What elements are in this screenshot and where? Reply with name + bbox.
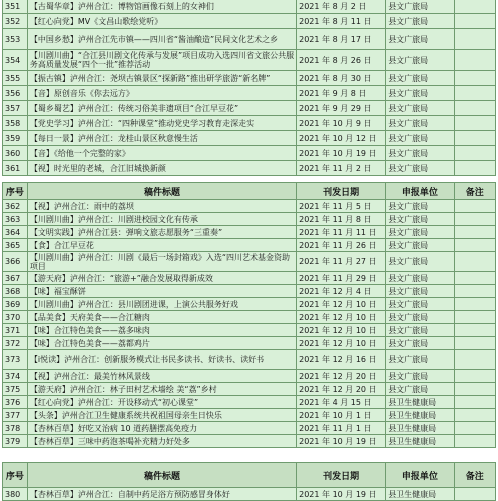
row-note <box>454 226 495 239</box>
table-row <box>3 396 496 409</box>
row-unit: 县文广旅局 <box>386 101 454 116</box>
row-number: 369 <box>3 298 28 311</box>
table-row <box>3 101 496 116</box>
row-date: 2021 年 10 月 9 日 <box>297 116 386 131</box>
row-unit: 县文广旅局 <box>386 337 454 350</box>
header-no: 序号 <box>3 183 28 200</box>
row-title: 【味】合江特色美食——荔多味肉 <box>27 324 296 337</box>
row-title: 【视】时光里的老城，合江旧城换新颜 <box>27 161 296 176</box>
row-title: 【川剧川曲】泸州合江：县川剧团进课，上演公共服务好戏 <box>27 298 296 311</box>
row-note <box>454 422 495 435</box>
row-date: 2021 年 11 月 2 日 <box>297 161 386 176</box>
row-unit: 县文广旅局 <box>386 370 454 383</box>
row-title: 【振古镇】泸州合江：尧坝古镇景区“探新路”推出研学旅游“新名牌” <box>27 71 296 86</box>
row-title: 【蜀乡蜀艺】泸州合江：传统习俗美非遗项目“合江早豆花” <box>27 101 296 116</box>
table-row <box>3 71 496 86</box>
row-title: 【杏林百草】三味中药泡茶喝补充精力好处多 <box>27 435 296 448</box>
row-date: 2021 年 12 月 16 日 <box>297 350 386 370</box>
header-date: 刊发日期 <box>297 463 386 488</box>
row-date: 2021 年 8 月 30 日 <box>297 71 386 86</box>
row-number: 371 <box>3 324 28 337</box>
row-title: 【红心向党】泸州合江：开设移动式“初心课堂” <box>27 396 296 409</box>
row-unit: 县文广旅局 <box>386 131 454 146</box>
row-unit: 县文广旅局 <box>386 29 454 50</box>
table-header-row <box>3 463 496 488</box>
row-number: 355 <box>3 71 28 86</box>
row-note <box>454 50 495 71</box>
table-row <box>3 350 496 370</box>
row-unit: 县卫生健康局 <box>386 488 454 501</box>
records-table-section-3 <box>2 462 496 501</box>
table-row <box>3 337 496 350</box>
header-title: 稿件标题 <box>27 183 296 200</box>
row-number: 380 <box>3 488 28 501</box>
row-unit: 县文广旅局 <box>386 298 454 311</box>
row-title: 【杏林百草】好吃又治病 10 道药膳摆高免疫力 <box>27 422 296 435</box>
row-note <box>454 200 495 213</box>
row-note <box>454 131 495 146</box>
row-note <box>454 337 495 350</box>
row-note <box>454 272 495 285</box>
row-unit: 县文广旅局 <box>386 239 454 252</box>
row-title: 【每日一景】泸州合江：龙桂山景区秋意慢生活 <box>27 131 296 146</box>
row-title: 【头条】泸州合江卫生健康系统共祝祖国母亲生日快乐 <box>27 409 296 422</box>
row-note <box>454 396 495 409</box>
row-date: 2021 年 10 月 19 日 <box>297 488 386 501</box>
row-note <box>454 252 495 272</box>
row-note <box>454 29 495 50</box>
row-number: 361 <box>3 161 28 176</box>
row-date: 2021 年 11 月 26 日 <box>297 239 386 252</box>
row-note <box>454 146 495 161</box>
row-note <box>454 213 495 226</box>
row-unit: 县文广旅局 <box>386 71 454 86</box>
row-note <box>454 409 495 422</box>
table-row <box>3 422 496 435</box>
table-row <box>3 311 496 324</box>
row-date: 2021 年 8 月 2 日 <box>297 0 386 14</box>
row-number: 374 <box>3 370 28 383</box>
header-note: 备注 <box>454 183 495 200</box>
row-number: 378 <box>3 422 28 435</box>
row-unit: 县文广旅局 <box>386 324 454 337</box>
row-number: 351 <box>3 0 28 14</box>
row-title: 【视】泸州合江：雨中的荔坝 <box>27 200 296 213</box>
row-unit: 县文广旅局 <box>386 50 454 71</box>
row-title: 【文明实践】泸州合江县：弹响文旅志愿服务“三重奏” <box>27 226 296 239</box>
row-title: 【音】《给他一个完整的家》 <box>27 146 296 161</box>
header-no: 序号 <box>3 463 28 488</box>
row-number: 368 <box>3 285 28 298</box>
table-header-row <box>3 183 496 200</box>
row-title: 【川剧川曲】泸州合江：川剧进校园文化有传承 <box>27 213 296 226</box>
table-row <box>3 86 496 101</box>
row-number: 365 <box>3 239 28 252</box>
row-number: 362 <box>3 200 28 213</box>
records-table-section-1 <box>2 0 496 176</box>
table-row <box>3 213 496 226</box>
row-unit: 县文广旅局 <box>386 213 454 226</box>
row-number: 353 <box>3 29 28 50</box>
row-number: 363 <box>3 213 28 226</box>
row-number: 367 <box>3 272 28 285</box>
row-date: 2021 年 11 月 8 日 <box>297 213 386 226</box>
row-title: 【古蜀华章】泸州合江：博物馆画像石刻上的女神们 <box>27 0 296 14</box>
row-date: 2021 年 12 月 20 日 <box>297 383 386 396</box>
row-date: 2021 年 12 月 10 日 <box>297 324 386 337</box>
table-row <box>3 29 496 50</box>
row-number: 358 <box>3 116 28 131</box>
row-title: 【游天府】泸州合江：林子田村艺术墙绘 美“荔”乡村 <box>27 383 296 396</box>
table-row <box>3 370 496 383</box>
row-date: 2021 年 11 月 29 日 <box>297 272 386 285</box>
table-row <box>3 285 496 298</box>
row-date: 2021 年 10 月 19 日 <box>297 435 386 448</box>
row-number: 356 <box>3 86 28 101</box>
row-unit: 县卫生健康局 <box>386 435 454 448</box>
row-date: 2021 年 11 月 11 日 <box>297 226 386 239</box>
row-unit: 县文广旅局 <box>386 226 454 239</box>
row-note <box>454 435 495 448</box>
records-table-section-2 <box>2 182 496 448</box>
row-title: 【杏林百草】泸州合江：自制中药足浴方预防感冒身体好 <box>27 488 296 501</box>
table-row <box>3 200 496 213</box>
row-number: 352 <box>3 14 28 29</box>
row-title: 【川剧川曲】泸州合江：川剧《最后一场封箱戏》入选“四川艺术基金资助项目 <box>27 252 296 272</box>
row-date: 2021 年 9 月 8 日 <box>297 86 386 101</box>
row-note <box>454 370 495 383</box>
row-note <box>454 383 495 396</box>
row-title: 【音】原创音乐《你去远方》 <box>27 86 296 101</box>
row-unit: 县文广旅局 <box>386 285 454 298</box>
row-note <box>454 285 495 298</box>
table-row <box>3 324 496 337</box>
row-title: 【党史学习】泸州合江：“四种课堂”推动党史学习教育走深走实 <box>27 116 296 131</box>
row-number: 354 <box>3 50 28 71</box>
row-unit: 县文广旅局 <box>386 350 454 370</box>
row-date: 2021 年 11 月 1 日 <box>297 422 386 435</box>
row-unit: 县文广旅局 <box>386 116 454 131</box>
row-title: 【品美食】天府美食——合江糖肉 <box>27 311 296 324</box>
header-note: 备注 <box>454 463 495 488</box>
row-note <box>454 14 495 29</box>
row-number: 357 <box>3 101 28 116</box>
row-title: 【食】合江早豆花 <box>27 239 296 252</box>
row-unit: 县文广旅局 <box>386 146 454 161</box>
header-unit: 申报单位 <box>386 183 454 200</box>
header-unit: 申报单位 <box>386 463 454 488</box>
row-note <box>454 161 495 176</box>
row-unit: 县文广旅局 <box>386 161 454 176</box>
header-title: 稿件标题 <box>27 463 296 488</box>
row-date: 2021 年 12 月 4 日 <box>297 285 386 298</box>
row-date: 2021 年 12 月 20 日 <box>297 370 386 383</box>
table-row <box>3 146 496 161</box>
row-date: 2021 年 12 月 10 日 <box>297 337 386 350</box>
row-number: 364 <box>3 226 28 239</box>
row-date: 2021 年 10 月 12 日 <box>297 131 386 146</box>
row-unit: 县文广旅局 <box>386 14 454 29</box>
table-row <box>3 272 496 285</box>
row-number: 379 <box>3 435 28 448</box>
row-unit: 县卫生健康局 <box>386 409 454 422</box>
row-note <box>454 311 495 324</box>
row-note <box>454 324 495 337</box>
row-note <box>454 488 495 501</box>
row-note <box>454 298 495 311</box>
row-date: 2021 年 4 月 15 日 <box>297 396 386 409</box>
row-title: 【游天府】泸州合江：“旅游+”融合发展取得新成效 <box>27 272 296 285</box>
row-unit: 县文广旅局 <box>386 252 454 272</box>
row-number: 377 <box>3 409 28 422</box>
table-row <box>3 131 496 146</box>
row-title: 【i悦读】泸州合江：创新服务模式让书民多读书、好读书、读好书 <box>27 350 296 370</box>
row-note <box>454 86 495 101</box>
row-note <box>454 0 495 14</box>
table-row <box>3 409 496 422</box>
table-row <box>3 435 496 448</box>
row-date: 2021 年 11 月 27 日 <box>297 252 386 272</box>
row-number: 370 <box>3 311 28 324</box>
row-date: 2021 年 10 月 1 日 <box>297 409 386 422</box>
table-row <box>3 50 496 71</box>
row-date: 2021 年 9 月 29 日 <box>297 101 386 116</box>
row-unit: 县文广旅局 <box>386 383 454 396</box>
row-number: 373 <box>3 350 28 370</box>
row-date: 2021 年 8 月 26 日 <box>297 50 386 71</box>
row-title: 【红心向党】MV《文昌山歌绘党听》 <box>27 14 296 29</box>
row-title: 【川剧川曲】“合江县川剧文化传承与发展”项目成功入选四川省文旅公共服务高质量发展“四个一批”推荐活动 <box>27 50 296 71</box>
row-note <box>454 71 495 86</box>
row-unit: 县文广旅局 <box>386 200 454 213</box>
row-unit: 县文广旅局 <box>386 311 454 324</box>
row-unit: 县文广旅局 <box>386 0 454 14</box>
table-row <box>3 383 496 396</box>
header-date: 刊发日期 <box>297 183 386 200</box>
row-title: 【中国乡愁】泸州合江先市镇——四川省“酱油酿造”民间文化艺术之乡 <box>27 29 296 50</box>
table-row <box>3 239 496 252</box>
row-title: 【味】合江特色美食——荔都鸡片 <box>27 337 296 350</box>
row-number: 359 <box>3 131 28 146</box>
row-date: 2021 年 8 月 17 日 <box>297 29 386 50</box>
row-date: 2021 年 8 月 11 日 <box>297 14 386 29</box>
table-row <box>3 298 496 311</box>
row-unit: 县卫生健康局 <box>386 422 454 435</box>
row-number: 366 <box>3 252 28 272</box>
table-row <box>3 488 496 501</box>
table-row <box>3 161 496 176</box>
row-note <box>454 239 495 252</box>
row-date: 2021 年 12 月 10 日 <box>297 298 386 311</box>
row-date: 2021 年 10 月 19 日 <box>297 146 386 161</box>
table-row <box>3 116 496 131</box>
row-number: 360 <box>3 146 28 161</box>
row-date: 2021 年 12 月 10 日 <box>297 311 386 324</box>
row-title: 【视】泸州合江：最美竹林风景线 <box>27 370 296 383</box>
row-note <box>454 350 495 370</box>
row-unit: 县文广旅局 <box>386 86 454 101</box>
row-date: 2021 年 11 月 5 日 <box>297 200 386 213</box>
row-number: 372 <box>3 337 28 350</box>
row-unit: 县文广旅局 <box>386 272 454 285</box>
row-number: 376 <box>3 396 28 409</box>
table-row <box>3 14 496 29</box>
row-note <box>454 101 495 116</box>
table-row <box>3 0 496 14</box>
row-note <box>454 116 495 131</box>
row-title: 【味】福宝酥饼 <box>27 285 296 298</box>
table-row <box>3 252 496 272</box>
row-number: 375 <box>3 383 28 396</box>
table-row <box>3 226 496 239</box>
row-unit: 县卫生健康局 <box>386 396 454 409</box>
